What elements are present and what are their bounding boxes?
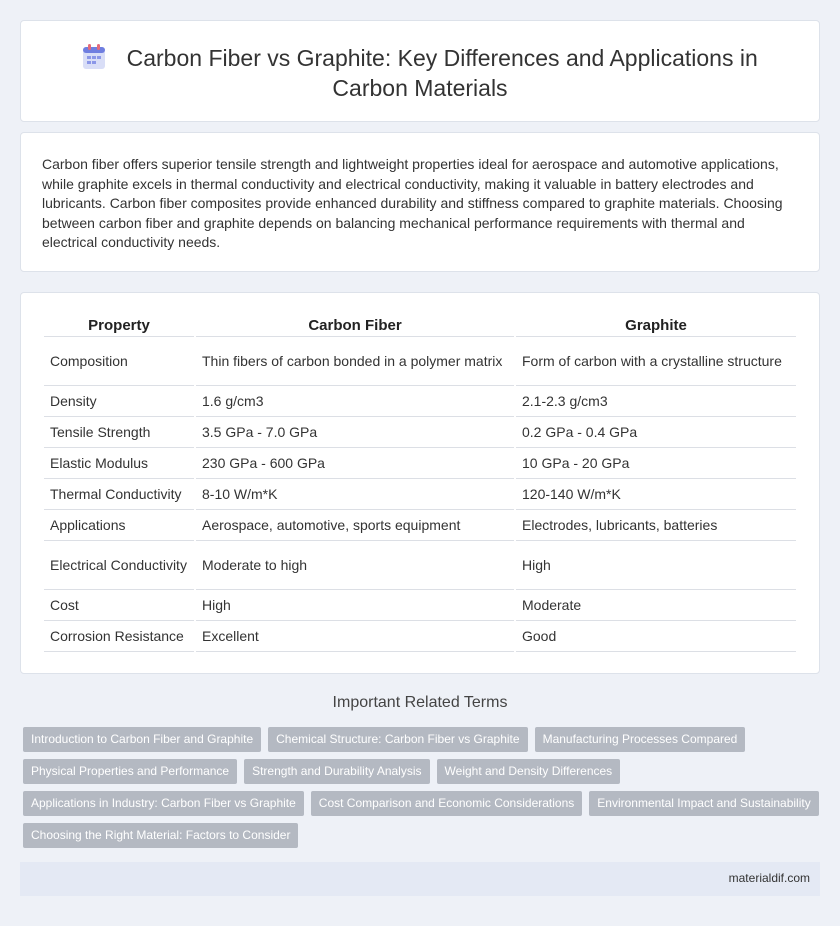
table-row (44, 621, 796, 652)
graphite-cell: 2.1-2.3 g/cm3 (516, 386, 796, 417)
property-cell: Composition (44, 337, 194, 386)
calendar-icon (82, 44, 106, 70)
related-term-tag[interactable]: Physical Properties and Performance (23, 759, 237, 784)
property-cell: Corrosion Resistance (44, 621, 194, 652)
table-row (44, 337, 796, 386)
related-term-tag[interactable]: Applications in Industry: Carbon Fiber vs Graphite (23, 791, 304, 816)
carbon-fiber-cell: Moderate to high (196, 541, 514, 590)
related-term-tag[interactable]: Environmental Impact and Sustainability (589, 791, 818, 816)
table-row (44, 417, 796, 448)
header-graphite: Graphite (516, 314, 796, 337)
property-cell: Thermal Conductivity (44, 479, 194, 510)
table-row (44, 386, 796, 417)
carbon-fiber-cell: 230 GPa - 600 GPa (196, 448, 514, 479)
carbon-fiber-cell: 8-10 W/m*K (196, 479, 514, 510)
graphite-cell: Form of carbon with a crystalline structure (516, 337, 796, 386)
carbon-fiber-cell: 1.6 g/cm3 (196, 386, 514, 417)
property-cell: Tensile Strength (44, 417, 194, 448)
related-term-tag[interactable]: Chemical Structure: Carbon Fiber vs Graphite (268, 727, 527, 752)
carbon-fiber-cell: Aerospace, automotive, sports equipment (196, 510, 514, 541)
table-row (44, 479, 796, 510)
related-term-tag[interactable]: Manufacturing Processes Compared (535, 727, 746, 752)
related-term-tag[interactable]: Choosing the Right Material: Factors to Consider (23, 823, 298, 848)
header-carbon-fiber: Carbon Fiber (196, 314, 514, 337)
summary-paragraph: Carbon fiber offers superior tensile strength and lightweight properties ideal for aerospace and automotive applications, while graphite excels in thermal conductivity and electrical conductivity, making it valuable in battery electrodes and lubricants. Carbon fiber composites provide enhanced durability and stiffness compared to graphite materials. Choosing between carbon fiber and graphite depends on balancing mechanical performance requirements with thermal and electrical conductivity needs. (42, 156, 783, 251)
title-text: Carbon Fiber vs Graphite: Key Differences and Applications in Carbon Materials (126, 45, 758, 101)
property-cell: Density (44, 386, 194, 417)
table-row (44, 510, 796, 541)
graphite-cell: 120-140 W/m*K (516, 479, 796, 510)
graphite-cell: 0.2 GPa - 0.4 GPa (516, 417, 796, 448)
footer (20, 862, 820, 896)
property-cell: Elastic Modulus (44, 448, 194, 479)
related-term-tag[interactable]: Introduction to Carbon Fiber and Graphite (23, 727, 261, 752)
property-cell: Cost (44, 590, 194, 621)
related-term-tag[interactable]: Strength and Durability Analysis (244, 759, 429, 784)
graphite-cell: Good (516, 621, 796, 652)
carbon-fiber-cell: High (196, 590, 514, 621)
carbon-fiber-cell: Excellent (196, 621, 514, 652)
graphite-cell: Moderate (516, 590, 796, 621)
carbon-fiber-cell: 3.5 GPa - 7.0 GPa (196, 417, 514, 448)
graphite-cell: Electrodes, lubricants, batteries (516, 510, 796, 541)
property-cell: Electrical Conductivity (44, 541, 194, 590)
related-terms-heading: Important Related Terms (332, 694, 508, 711)
graphite-cell: High (516, 541, 796, 590)
page-title (21, 43, 819, 103)
comparison-table (42, 314, 798, 652)
table-header-row (44, 314, 796, 337)
footer-site-link[interactable]: materialdif.com (728, 871, 810, 885)
graphite-cell: 10 GPa - 20 GPa (516, 448, 796, 479)
header-property: Property (44, 314, 194, 337)
property-cell: Applications (44, 510, 194, 541)
title-card (20, 20, 820, 122)
table-row (44, 541, 796, 590)
summary-card (20, 132, 820, 272)
related-term-tag[interactable]: Cost Comparison and Economic Considerations (311, 791, 582, 816)
related-term-tag[interactable]: Weight and Density Differences (437, 759, 621, 784)
table-row (44, 590, 796, 621)
comparison-table-card (20, 292, 820, 674)
carbon-fiber-cell: Thin fibers of carbon bonded in a polymer matrix (196, 337, 514, 386)
table-row (44, 448, 796, 479)
related-terms-list (23, 727, 823, 855)
